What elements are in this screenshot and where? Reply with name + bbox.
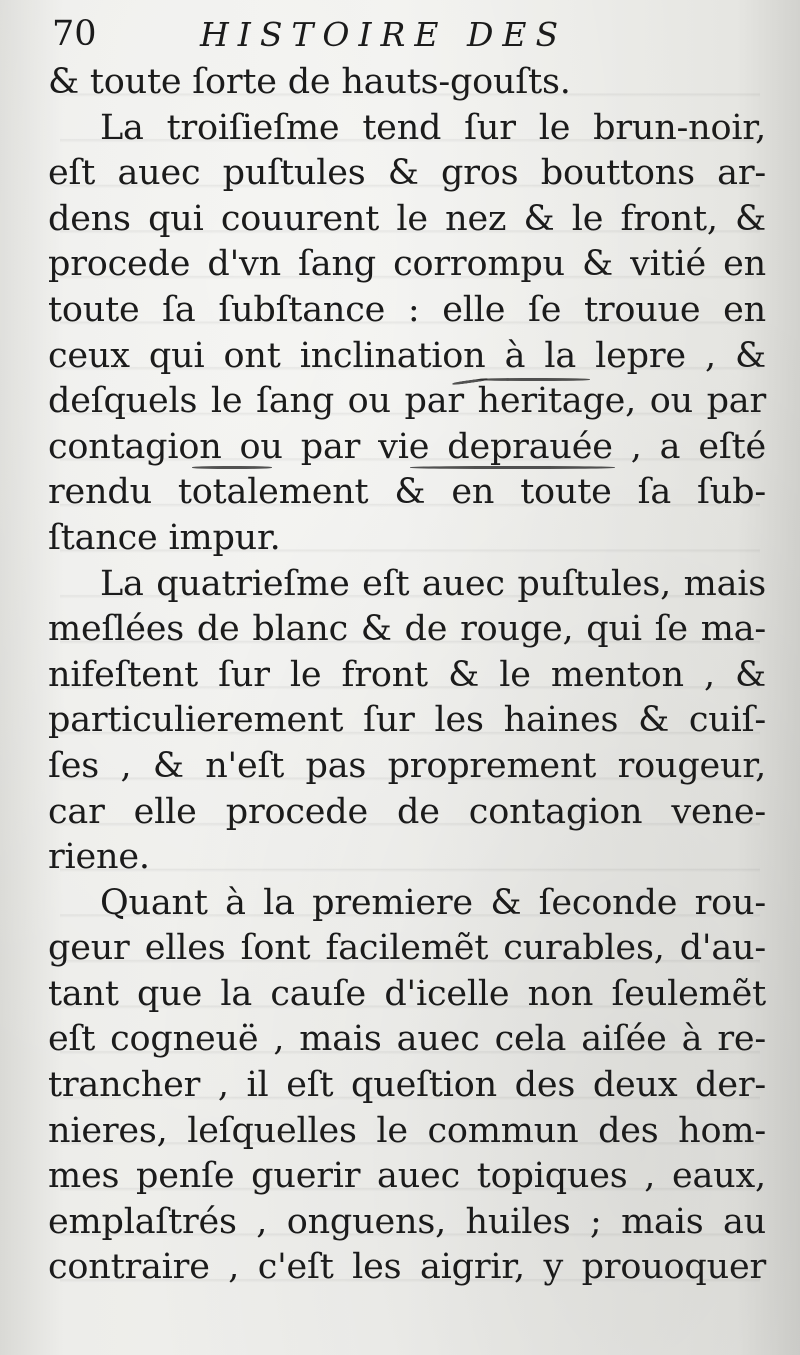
page-header — [48, 12, 766, 60]
text-line: eſt cogneuë , mais auec cela aiſée à re- — [48, 1019, 766, 1060]
text-line: toute ſa ſubſtance : elle ſe trouue en — [48, 289, 766, 330]
text-line: car elle procede de contagion vene- — [48, 791, 766, 832]
text-line: nifeſtent ſur le front & le menton , & — [48, 654, 766, 695]
text-line: & toute ſorte de hauts-gouſts. — [48, 62, 571, 102]
text-line: La troiſieſme tend ſur le brun-noir, — [100, 107, 766, 148]
text-line: procede d'vn ſang corrompu & vitié en — [48, 244, 766, 285]
page-number: 70 — [52, 14, 97, 54]
text-line: deſquels le ſang ou par heritage, ou par — [48, 381, 766, 422]
text-line: Quant à la premiere & ſeconde rou- — [100, 882, 766, 923]
text-line: riene. — [48, 837, 150, 878]
text-line: trancher , il eſt queſtion des deux der- — [48, 1065, 766, 1106]
running-head: HISTOIRE DES — [200, 15, 568, 54]
text-line: contraire , c'eſt les aigrir, y prouoquer — [48, 1247, 766, 1288]
text-line: ſes , & n'eſt pas proprement rougeur, — [48, 745, 766, 786]
page-text — [48, 12, 766, 1291]
text-line: ceux qui ont inclination à la lepre , & — [48, 335, 766, 376]
handwritten-underline — [478, 378, 590, 381]
text-line: ſtance impur. — [48, 517, 281, 558]
text-line: dens qui couurent le nez & le front, & — [48, 198, 766, 239]
text-line: rendu totalement & en toute ſa ſub- — [48, 472, 766, 513]
text-line: emplaſtrés , onguens, huiles ; mais au — [48, 1201, 766, 1242]
handwritten-underline — [192, 466, 272, 469]
text-line: La quatrieſme eſt auec puſtules, mais — [100, 563, 766, 604]
text-line: geur elles ſont facilemẽt curables, d'au- — [48, 928, 766, 969]
text-line: nieres, leſquelles le commun des hom- — [48, 1110, 766, 1151]
handwritten-underline — [410, 466, 615, 469]
text-line: eſt auec puſtules & gros bouttons ar- — [48, 153, 766, 194]
text-line: tant que la cauſe d'icelle non ſeulemẽt — [48, 973, 766, 1014]
text-line: mes penſe guerir auec topiques , eaux, — [48, 1156, 766, 1197]
text-line: meſlées de blanc & de rouge, qui ſe ma- — [48, 609, 766, 650]
text-line: contagion ou par vie deprauée , a eſté — [48, 426, 766, 467]
text-line: particulierement ſur les haines & cuiſ- — [48, 700, 766, 741]
